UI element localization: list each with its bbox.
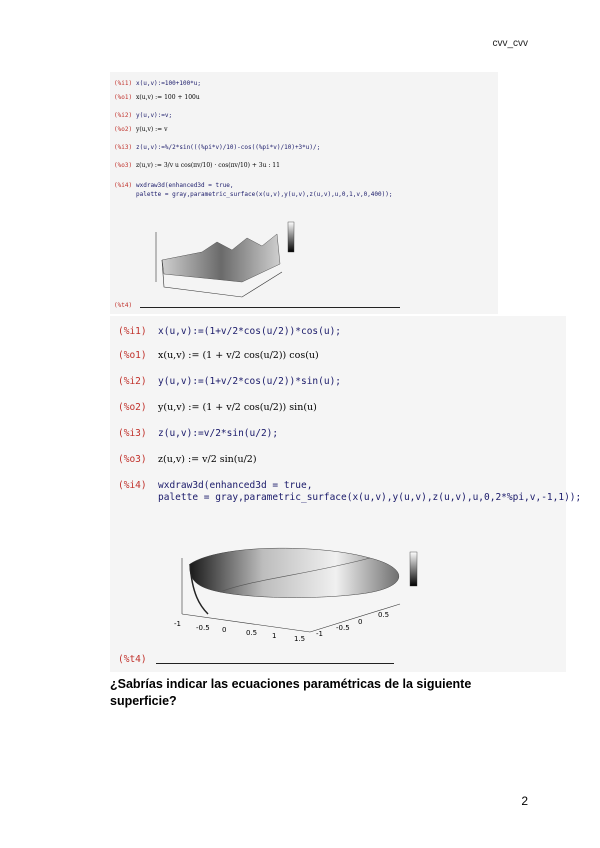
session-line: (%i1) x(u,v):=(1+v/2*cos(u/2))*cos(u); [118,326,342,337]
axis-tick: -0.5 [196,624,210,632]
session-line: (%i4) wxdraw3d(enhanced3d = true, [118,480,313,491]
session-line: palette = gray,parametric_surface(x(u,v),y(u,v),z(u,v),u,0,2*%pi,v,-1,1)); [158,492,582,503]
session-line: (%i1) x(u,v):=100+100*u; [114,80,202,87]
output-rule [140,307,400,308]
axis-tick: -1 [316,630,323,638]
mobius-strip-plot [160,544,440,649]
maxima-session-screenshot-small [110,72,498,314]
session-line: (%o3) z(u,v) := 3/v u cos(πv/10) · cos(πv/10) + 3u : 11 [114,162,280,169]
session-line: (%i4) wxdraw3d(enhanced3d = true, [114,182,234,189]
axis-tick: -0.5 [336,624,350,632]
session-line: (%i3) z(u,v):=%/2*sin(((%pi*v)/10)-cos((%pi*v)/10)+3*u)/; [114,144,321,151]
axis-tick: 0 [358,618,363,626]
session-line: (%i2) y(u,v):=v; [114,112,173,119]
wave-surface-plot [142,212,302,302]
maxima-session-screenshot-large [110,316,582,672]
session-line: (%o1) x(u,v) := 100 + 100u [114,94,200,101]
session-line: palette = gray,parametric_surface(x(u,v),y(u,v),z(u,v),u,0,1,v,0,400)); [136,191,393,198]
session-line: (%o2) y(u,v) := v [114,126,168,133]
session-line: (%o1) x(u,v) := (1 + v/2 cos(u/2)) cos(u) [118,350,319,361]
output-rule [156,663,394,664]
axis-tick: 1 [272,632,277,640]
session-line: (%i2) y(u,v):=(1+v/2*cos(u/2))*sin(u); [118,376,342,387]
axis-tick: -1 [174,620,181,628]
page-header-code: cvv_cvv [492,38,528,49]
question-text: ¿Sabrías indicar las ecuaciones paramétricas de la siguiente superficie? [110,677,472,708]
session-line: (%o3) z(u,v) := v/2 sin(u/2) [118,454,257,465]
page-number: 2 [521,794,528,808]
axis-tick: 0.5 [378,611,390,619]
session-line: (%t4) [118,654,147,665]
axis-tick: 0 [222,626,227,634]
axis-tick: 0.5 [246,629,258,637]
session-line: (%i3) z(u,v):=v/2*sin(u/2); [118,428,279,439]
session-line: (%o2) y(u,v) := (1 + v/2 cos(u/2)) sin(u) [118,402,317,413]
axis-tick: 1.5 [294,635,306,643]
session-line: (%t4) [114,302,133,309]
